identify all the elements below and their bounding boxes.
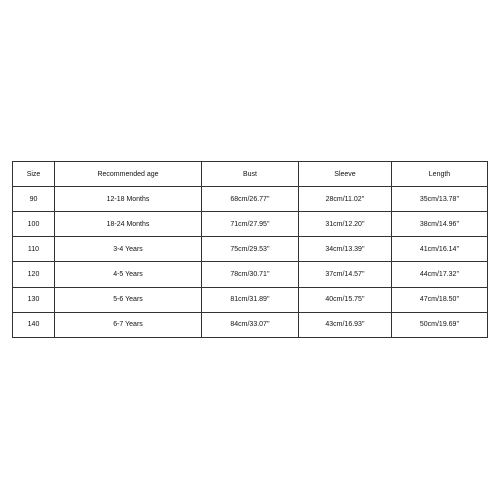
cell-length: 35cm/13.78'' bbox=[392, 187, 488, 212]
table-header-row bbox=[13, 162, 488, 187]
cell-recommended-age: 4-5 Years bbox=[55, 262, 202, 287]
cell-size: 110 bbox=[13, 237, 55, 262]
cell-bust: 84cm/33.07'' bbox=[202, 312, 299, 337]
cell-length: 50cm/19.69'' bbox=[392, 312, 488, 337]
size-chart-table bbox=[12, 161, 488, 338]
cell-bust: 68cm/26.77'' bbox=[202, 187, 299, 212]
cell-bust: 75cm/29.53'' bbox=[202, 237, 299, 262]
table-row bbox=[13, 237, 488, 262]
header-bust: Bust bbox=[202, 162, 299, 187]
table-row bbox=[13, 287, 488, 312]
table-row bbox=[13, 262, 488, 287]
header-recommended-age: Recommended age bbox=[55, 162, 202, 187]
table-row bbox=[13, 212, 488, 237]
cell-size: 100 bbox=[13, 212, 55, 237]
cell-length: 41cm/16.14'' bbox=[392, 237, 488, 262]
header-length: Length bbox=[392, 162, 488, 187]
table-row bbox=[13, 187, 488, 212]
cell-sleeve: 34cm/13.39'' bbox=[299, 237, 392, 262]
cell-sleeve: 37cm/14.57'' bbox=[299, 262, 392, 287]
cell-recommended-age: 12-18 Months bbox=[55, 187, 202, 212]
cell-length: 38cm/14.96'' bbox=[392, 212, 488, 237]
cell-sleeve: 31cm/12.20'' bbox=[299, 212, 392, 237]
header-sleeve: Sleeve bbox=[299, 162, 392, 187]
cell-length: 47cm/18.50'' bbox=[392, 287, 488, 312]
cell-bust: 78cm/30.71'' bbox=[202, 262, 299, 287]
cell-recommended-age: 6-7 Years bbox=[55, 312, 202, 337]
cell-size: 130 bbox=[13, 287, 55, 312]
cell-recommended-age: 18-24 Months bbox=[55, 212, 202, 237]
cell-bust: 71cm/27.95'' bbox=[202, 212, 299, 237]
cell-sleeve: 28cm/11.02'' bbox=[299, 187, 392, 212]
cell-recommended-age: 5-6 Years bbox=[55, 287, 202, 312]
header-size: Size bbox=[13, 162, 55, 187]
cell-size: 120 bbox=[13, 262, 55, 287]
cell-length: 44cm/17.32'' bbox=[392, 262, 488, 287]
cell-size: 140 bbox=[13, 312, 55, 337]
cell-size: 90 bbox=[13, 187, 55, 212]
table-row bbox=[13, 312, 488, 337]
cell-recommended-age: 3-4 Years bbox=[55, 237, 202, 262]
cell-bust: 81cm/31.89'' bbox=[202, 287, 299, 312]
cell-sleeve: 40cm/15.75'' bbox=[299, 287, 392, 312]
cell-sleeve: 43cm/16.93'' bbox=[299, 312, 392, 337]
